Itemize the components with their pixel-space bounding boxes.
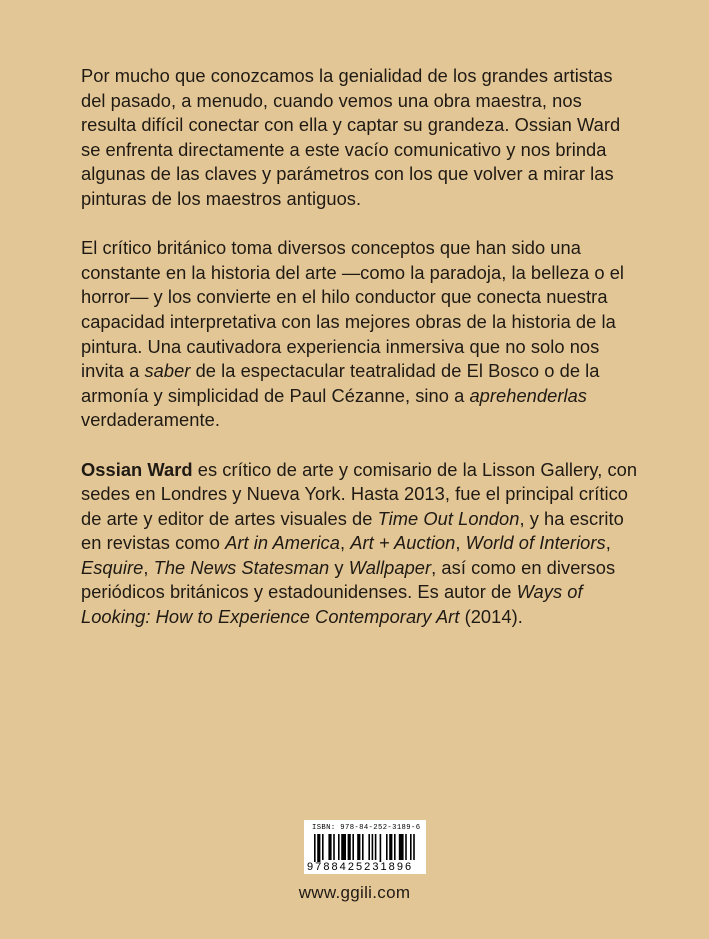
blurb-paragraph-summary xyxy=(81,236,641,433)
isbn-barcode xyxy=(304,820,426,874)
italic-title: Esquire xyxy=(81,556,144,578)
italic-title: Time Out London xyxy=(377,507,520,529)
text-span: de la espectacular teatralidad de El Bosco o de la armonía y simplicidad de Paul Cézanne, sino a xyxy=(81,360,600,406)
italic-title: Art in America xyxy=(225,532,340,554)
isbn-label: ISBN: 978-84-252-3189-6 xyxy=(312,824,421,832)
publisher-website: www.ggili.com xyxy=(298,883,411,902)
italic-title: Wallpaper xyxy=(348,556,432,578)
text-span: , xyxy=(339,532,351,554)
ean-digits: 9788425231896 xyxy=(307,861,414,873)
back-cover-blurb xyxy=(81,64,641,630)
text-span: , xyxy=(605,532,611,554)
text-span: , xyxy=(143,556,154,578)
italic-title: saber xyxy=(144,360,191,382)
text-span: , xyxy=(455,532,466,554)
text-span: y xyxy=(329,556,349,578)
author-bio-paragraph xyxy=(81,458,641,630)
text-span: El crítico británico toma diversos conceptos que han sido una constante en la historia del arte —como la paradoja, la belleza o el horror— y los convierte en el hilo conductor que conecta nuestra capacidad interpretativa con las mejores obras de la historia de la pintura. Una cautivadora experiencia inmersiva que no solo nos invita a xyxy=(81,237,625,382)
blurb-paragraph-intro xyxy=(81,64,641,212)
text-span: (2014). xyxy=(459,606,523,628)
italic-title: The News Statesman xyxy=(153,556,330,578)
text-span: , y ha escrito en revistas como xyxy=(81,507,624,554)
text-span: es crítico de arte y comisario de la Lisson Gallery, con sedes en Londres y Nueva York. Hasta 2013, fue el principal crítico de arte y editor de artes visuales de xyxy=(81,458,638,529)
text-span: verdaderamente. xyxy=(81,409,220,431)
author-name: Ossian Ward xyxy=(81,458,193,480)
barcode-bars xyxy=(304,834,426,862)
italic-title: World of Interiors xyxy=(465,532,606,554)
italic-title: aprehenderlas xyxy=(469,384,587,406)
italic-title: Art + Auction xyxy=(350,532,456,554)
italic-title: Ways of Looking: How to Experience Contemporary Art xyxy=(81,581,583,628)
text-span: Por mucho que conozcamos la genialidad de los grandes artistas del pasado, a menudo, cuando vemos una obra maestra, nos resulta difícil conectar con ella y captar su grandeza. Ossian Ward se enfrenta directamente a este vacío comunicativo y nos brinda algunas de las claves y parámetros con los que volver a mirar las pinturas de los maestros antiguos. xyxy=(81,65,621,209)
text-span: , así como en diversos periódicos británicos y estadounidenses. Es autor de xyxy=(81,556,616,603)
